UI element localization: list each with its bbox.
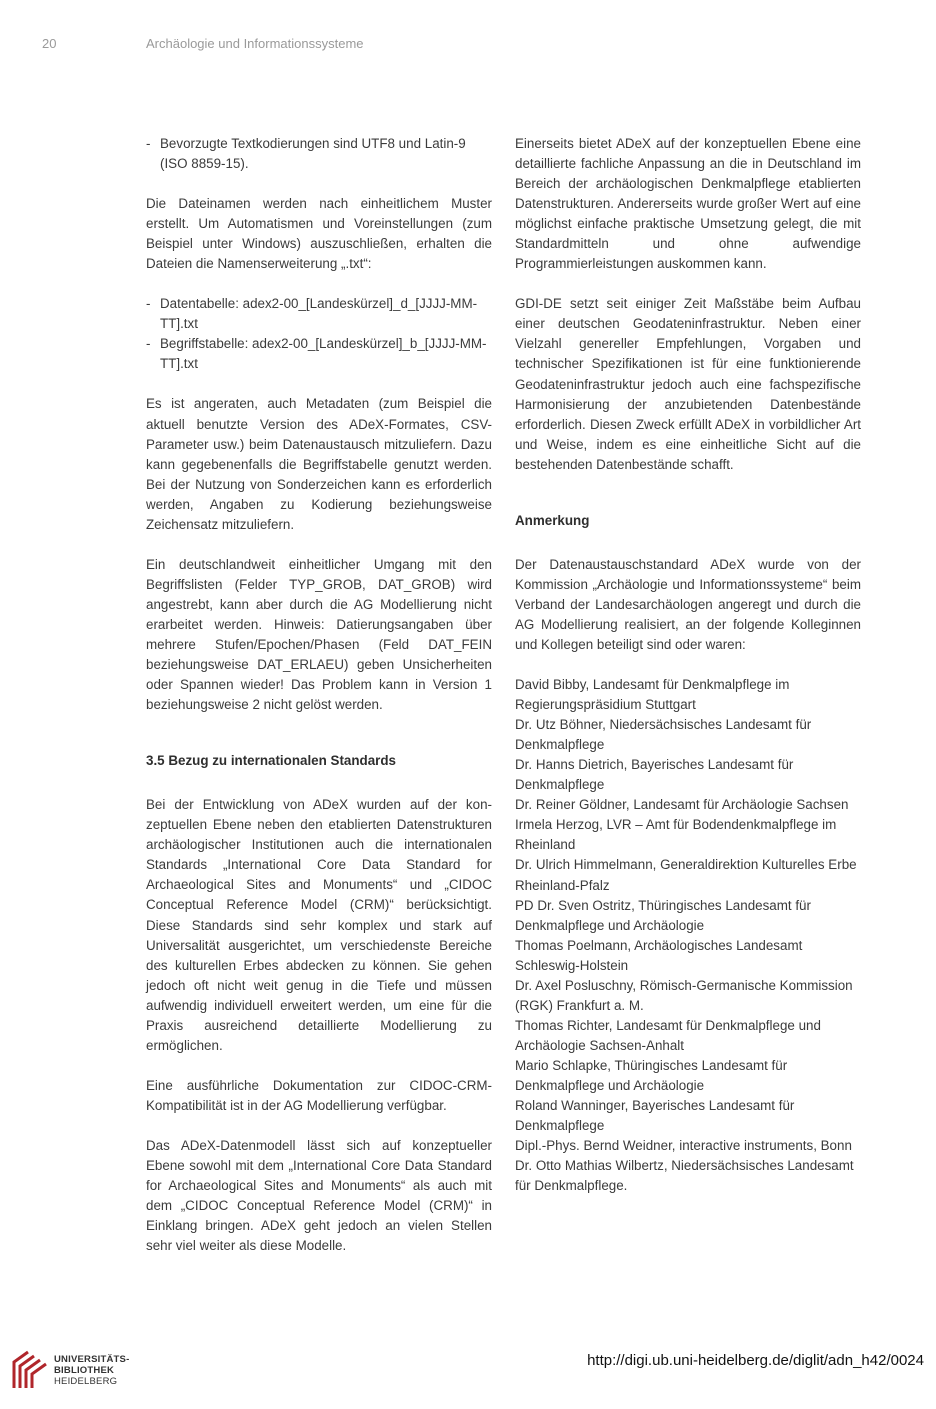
section-heading-anmerkung: Anmerkung: [515, 512, 590, 528]
list-item: Dr. Reiner Göldner, Landesamt für Archäologie Sachsen: [515, 797, 849, 813]
list-item: - Bevorzugte Textkodierungen sind UTF8 und Latin-9 (ISO 8859-15).: [146, 134, 492, 174]
library-logo-icon: [10, 1348, 50, 1392]
logo-line-3: HEIDELBERG: [54, 1376, 118, 1387]
list-item: Dr. Axel Posluschny, Römisch-Germanische Kommission (RGK) Frankfurt a. M.: [515, 977, 853, 1013]
list-item: David Bibby, Landesamt für Denkmalpflege im Regierungspräsidium Stuttgart: [515, 677, 790, 713]
paragraph-cidoc: Eine ausführliche Dokumentation zur CIDOC-CRM-Kompatibilität ist in der AG Modellierung verfügbar.: [146, 1077, 492, 1113]
encoding-bullet-list: [146, 134, 492, 174]
section-heading-3-5: 3.5 Bezug zu internationalen Standards: [146, 753, 397, 769]
list-item: Mario Schlapke, Thüringisches Landesamt für Denkmalpflege und Archäologie: [515, 1057, 788, 1093]
running-title: Archäologie und Informationssysteme: [146, 36, 364, 51]
paragraph-standard-commission: Der Datenaustauschstandard ADeX wurde von der Kommission „Archäologie und Informationssysteme“ beim Verband der Landesarchäologen angeregt und durch die AG Modellierung realisiert, an der folgende Kolleginnen und Kollegen beteiligt sind oder waren:: [515, 556, 861, 652]
list-item: - Datentabelle: adex2-00_[Landeskürzel]_d_[JJJJ-MM-TT].txt: [146, 294, 492, 334]
list-item: Dr. Hanns Dietrich, Bayerisches Landesamt für Denkmalpflege: [515, 757, 794, 793]
paragraph-uniform-handling: Ein deutschlandweit einheitlicher Umgang mit den Begriffslisten (Felder TYP_GROB, DAT_GROB) wird angestrebt, kann aber durch die AG Modellierung nicht erarbeitet werden. Hinweis: Datierungsangaben über mehrere Stufen/Epochen/Phasen (Feld DAT_FEIN beziehungsweise DAT_ERLAEU) geben Unsicherheiten oder Spannen wieder! Das Problem kann in Version 1 beziehungsweise 2 nicht gelöst werden.: [146, 556, 492, 713]
digital-copy-link[interactable]: http://digi.ub.uni-heidelberg.de/diglit/adn_h42/0024: [587, 1352, 924, 1369]
list-item: Dr. Ulrich Himmelmann, Generaldirektion Kulturelles Erbe Rheinland-Pfalz: [515, 857, 857, 893]
page-footer: [0, 1340, 936, 1409]
contributor-list: [515, 675, 861, 1196]
logo-line-2: BIBLIOTHEK: [54, 1365, 115, 1376]
page-number: 20: [42, 36, 57, 51]
list-item: Thomas Poelmann, Archäologisches Landesamt Schleswig-Holstein: [515, 937, 803, 973]
paragraph-metadata: Es ist angeraten, auch Metadaten (zum Beispiel die aktuell benutzte Version des ADeX-Formates, CSV-Parameter usw.) beim Datenaustausch mitzuliefern. Dazu kann gegebenenfalls die Begriffstabelle genutzt werden. Bei der Nutzung von Sonderzeichen kann es erforderlich werden, Angaben zu Kodierung beziehungsweise Zeichensatz mitzuliefern.: [146, 396, 492, 532]
page-header: [0, 36, 936, 58]
list-item: Dr. Otto Mathias Wilbertz, Niedersächsisches Landesamt für Denkmalpflege.: [515, 1158, 854, 1194]
paragraph-development: Bei der Entwicklung von ADeX wurden auf der konzeptuellen Ebene neben den etablierten Datenstrukturen archäologischer Institutionen auch die internationalen Standards „International Core Data Standard for Archaeological Sites and Monuments“ und „CIDOC Conceptual Reference Model (CRM)“ berücksichtigt. Diese Standards sind sehr komplex und stark auf Universalität ausgerichtet, um verschiedenste Bereiche des kulturellen Erbes abdecken zu können. Sie gehen jedoch oft nicht weit genug in die Tiefe und müssen aufwendig individuell erweitert werden, um eine für die Praxis ausreichend detaillierte Modellierung zu ermöglichen.: [146, 797, 492, 1053]
right-column: [515, 134, 861, 1196]
list-item: - Begriffstabelle: adex2-00_[Landeskürzel]_b_[JJJJ-MM-TT].txt: [146, 334, 492, 374]
paragraph-filenames: Die Dateinamen werden nach einheitlichem Muster erstellt. Um Automatismen und Voreinstellungen (zum Beispiel unter Windows) auszuschließen, erhalten die Dateien die Namenserweiterung „.txt“:: [146, 196, 492, 272]
library-logo-text: [54, 1354, 129, 1387]
list-item: Irmela Herzog, LVR – Amt für Bodendenkmalpflege im Rheinland: [515, 817, 837, 853]
list-item: Thomas Richter, Landesamt für Denkmalpflege und Archäologie Sachsen-Anhalt: [515, 1017, 821, 1053]
left-column: [146, 134, 492, 1276]
list-item: Dipl.-Phys. Bernd Weidner, interactive instruments, Bonn: [515, 1138, 852, 1154]
paragraph-conceptual-level: Einerseits bietet ADeX auf der konzeptuellen Ebene eine detaillierte fachliche Anpassung an die in Deutschland im Bereich der archäologischen Denkmalpflege etablierten Datenstrukturen. Andererseits wurde großer Wert auf eine möglichst einfache praktische Umsetzung gelegt, die mit Standardmitteln und ohne aufwendige Programmierleistungen auskommen kann.: [515, 136, 861, 272]
list-item: PD Dr. Sven Ostritz, Thüringisches Landesamt für Denkmalpflege und Archäologie: [515, 897, 811, 933]
list-item: Dr. Utz Böhner, Niedersächsisches Landesamt für Denkmalpflege: [515, 717, 812, 753]
paragraph-gdi-de: GDI-DE setzt seit einiger Zeit Maßstäbe beim Aufbau einer deutschen Geodateninfrastruktur. Neben einer Vielzahl genereller Empfehlungen, Vorgaben und technischer Spezifikationen ist für eine funktionierende Geodateninfrastruktur jedoch auch eine fachspezifische Harmonisierung der anzubietenden Datenbestände erforderlich. Diesen Zweck erfüllt ADeX in vorbildlicher Art und Weise, indem es eine einheitliche Sicht auf die bestehenden Datenbestände schafft.: [515, 296, 861, 472]
paragraph-data-model: Das ADeX-Datenmodell lässt sich auf konzeptueller Ebene sowohl mit dem „International Core Data Standard for Archaeological Sites and Monuments“ als auch mit dem „CIDOC Conceptual Reference Model (CRM)“ in Einklang bringen. ADeX geht jedoch an vielen Stellen sehr viel weiter als diese Modelle.: [146, 1137, 492, 1254]
logo-line-1: UNIVERSITÄTS-: [54, 1354, 130, 1365]
filenames-bullet-list: [146, 294, 492, 374]
list-item: Roland Wanninger, Bayerisches Landesamt für Denkmalpflege: [515, 1098, 795, 1134]
